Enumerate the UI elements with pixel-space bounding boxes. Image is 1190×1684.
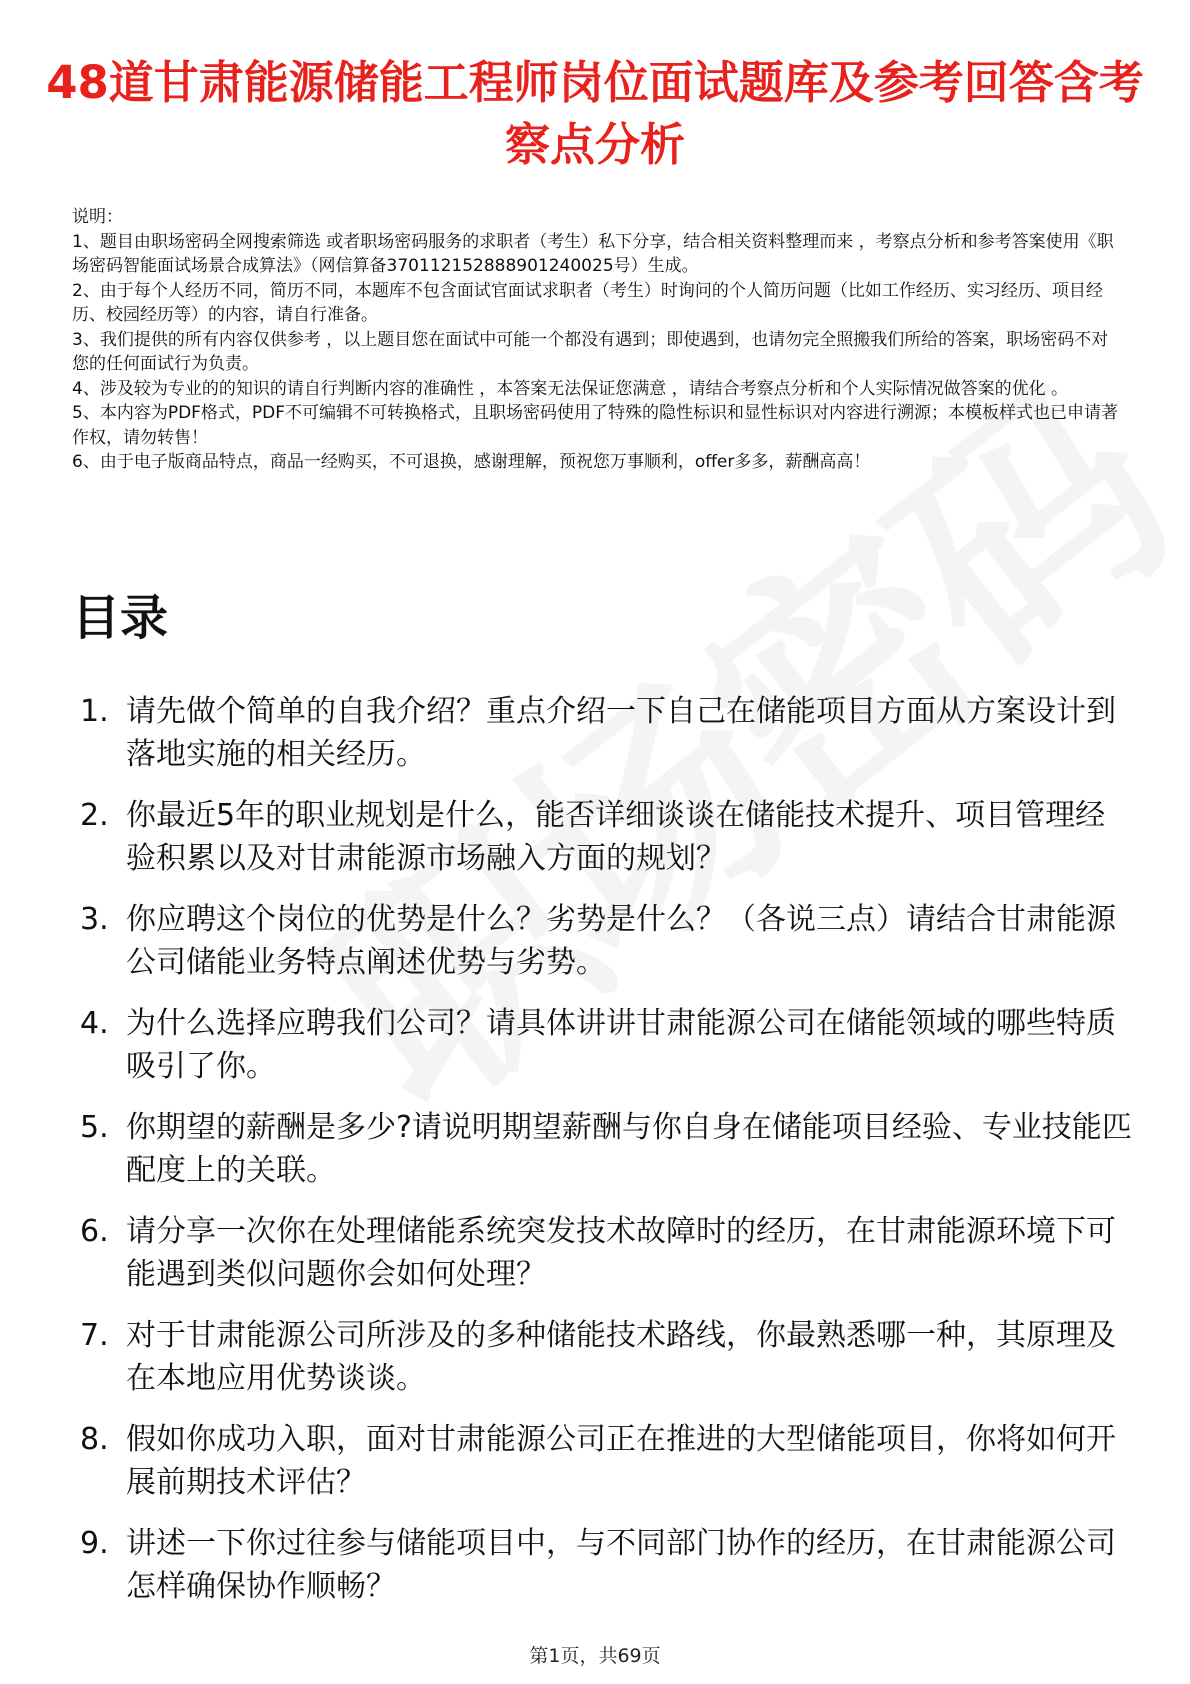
toc-item-text: 讲述一下你过往参与储能项目中，与不同部门协作的经历，在甘肃能源公司怎样确保协作顺畅？ (126, 1526, 1116, 1604)
note-item-6: 6、由于电子版商品特点，商品一经购买，不可退换，感谢理解，预祝您万事顺利，offer多多，薪酬高高！ (72, 452, 871, 472)
note-item-3: 3、我们提供的所有内容仅供参考 ，以上题目您在面试中可能一个都没有遇到；即使遇到，也请勿完全照搬我们所给的答案，职场密码不对您的任何面试行为负责。 (72, 329, 1109, 374)
note-item-2: 2、由于每个人经历不同，简历不同，本题库不包含面试官面试求职者（考生）时询问的个人简历问题（比如工作经历、实习经历、项目经历、校园经历等）的内容，请自行准备。 (72, 280, 1103, 325)
page-footer: 第1页，共69页 (529, 1645, 661, 1667)
toc-item-number: 2. (80, 798, 109, 833)
document-title: 48道甘肃能源储能工程师岗位面试题库及参考回答含考察点分析 (46, 56, 1144, 171)
note-item-1: 1、题目由职场密码全网搜索筛选 或者职场密码服务的求职者（考生）私下分享，结合相关资料整理而来 ，考察点分析和参考答案使用《职场密码智能面试场景合成算法》（网信算备370112152888901240025号）生成。 (72, 231, 1114, 276)
toc-item[interactable] (72, 1314, 1132, 1400)
toc-item-number: 3. (80, 902, 109, 937)
toc-item[interactable] (72, 690, 1132, 776)
toc-heading: 目录 (72, 590, 169, 646)
notes-heading: 说明： (72, 207, 123, 227)
toc-item[interactable] (72, 898, 1132, 984)
toc-item-text: 你最近5年的职业规划是什么，能否详细谈谈在储能技术提升、项目管理经验积累以及对甘肃能源市场融入方面的规划？ (126, 798, 1106, 876)
note-item-4: 4、涉及较为专业的的知识的请自行判断内容的准确性 ，本答案无法保证您满意 ，请结合考察点分析和个人实际情况做答案的优化 。 (72, 378, 1069, 399)
toc-item-text: 你期望的薪酬是多少?请说明期望薪酬与你自身在储能项目经验、专业技能匹配度上的关联。 (126, 1110, 1132, 1188)
toc-item-number: 8. (80, 1422, 109, 1457)
toc-item-number: 4. (80, 1006, 109, 1041)
toc-item-number: 9. (80, 1526, 109, 1561)
toc-item[interactable] (72, 794, 1132, 880)
toc-item[interactable] (72, 1522, 1132, 1608)
notes-section (72, 205, 1122, 475)
toc-item-number: 5. (80, 1110, 109, 1145)
toc-item[interactable] (72, 1106, 1132, 1192)
toc-list (72, 690, 1132, 1626)
toc-item[interactable] (72, 1002, 1132, 1088)
toc-item-text: 对于甘肃能源公司所涉及的多种储能技术路线，你最熟悉哪一种，其原理及在本地应用优势谈谈。 (126, 1318, 1116, 1396)
toc-item-text: 为什么选择应聘我们公司？请具体讲讲甘肃能源公司在储能领域的哪些特质吸引了你。 (126, 1006, 1116, 1084)
toc-item[interactable] (72, 1418, 1132, 1504)
toc-item-text: 请分享一次你在处理储能系统突发技术故障时的经历，在甘肃能源环境下可能遇到类似问题你会如何处理？ (126, 1214, 1116, 1292)
toc-item[interactable] (72, 1210, 1132, 1296)
toc-item-text: 你应聘这个岗位的优势是什么？劣势是什么？（各说三点）请结合甘肃能源公司储能业务特点阐述优势与劣势。 (126, 902, 1116, 980)
toc-item-number: 1. (80, 694, 109, 729)
toc-item-text: 假如你成功入职，面对甘肃能源公司正在推进的大型储能项目，你将如何开展前期技术评估？ (126, 1422, 1116, 1500)
toc-item-text: 请先做个简单的自我介绍？重点介绍一下自己在储能项目方面从方案设计到落地实施的相关经历。 (126, 694, 1116, 772)
note-item-5: 5、本内容为PDF格式，PDF不可编辑不可转换格式，且职场密码使用了特殊的隐性标识和显性标识对内容进行溯源；本模板样式也已申请著作权，请勿转售！ (72, 403, 1119, 448)
toc-item-number: 7. (80, 1318, 109, 1353)
toc-item-number: 6. (80, 1214, 109, 1249)
